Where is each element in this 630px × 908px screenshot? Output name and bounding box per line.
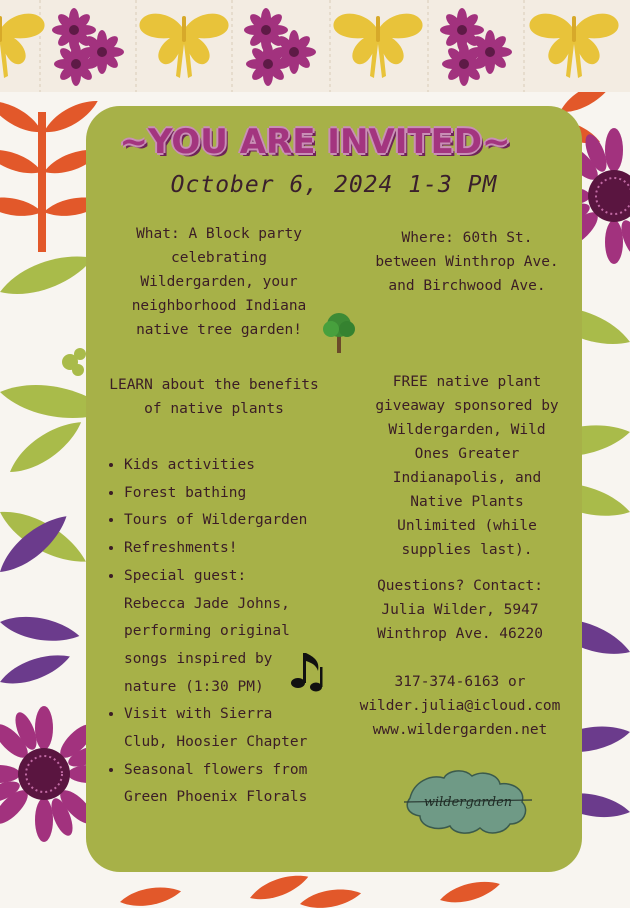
giveaway-line: Indianapolis, and: [392, 470, 542, 486]
contact-line: [340, 646, 580, 670]
invitation-title: ~YOU ARE INVITED~: [119, 122, 511, 162]
contact-block: [340, 574, 580, 742]
giveaway-line: giveaway sponsored by: [375, 398, 559, 414]
event-date: October 6, 2024 1-3 PM: [170, 172, 498, 198]
list-item-text: • Special guest:: [124, 567, 247, 584]
giveaway-block: [354, 370, 580, 562]
list-item-text: nature (1:30 PM): [124, 678, 264, 695]
giveaway-line: supplies last).: [401, 542, 533, 558]
learn-line: LEARN about the benefits: [109, 377, 319, 393]
giveaway-line: Native Plants: [410, 494, 524, 510]
what-line: neighborhood Indiana: [131, 298, 307, 314]
contact-line: Julia Wilder, 5947: [381, 602, 539, 618]
list-item-text: • Visit with Sierra: [124, 706, 273, 723]
music-note-icon: [290, 645, 326, 693]
list-item-text: Kids activities: [124, 457, 255, 473]
list-item-text: Tours of Wildergarden: [124, 512, 308, 529]
list-item-text: Green Phoenix Florals: [124, 789, 308, 806]
what-line: Wildergarden, your: [140, 274, 298, 290]
where-line: between Winthrop Ave.: [375, 254, 559, 270]
logo-text: wildergarden: [423, 795, 513, 810]
giveaway-line: Wildergarden, Wild: [388, 422, 546, 438]
list-item-text: Forest bathing: [124, 484, 247, 501]
list-item-text: Refreshments!: [124, 540, 238, 557]
list-item-text: Club, Hoosier Chapter: [124, 734, 308, 751]
where-line: Where: 60th St.: [401, 230, 533, 246]
list-item-text: • Seasonal flowers from: [124, 761, 308, 778]
learn-line: of native plants: [144, 401, 284, 417]
list-item-text: Rebecca Jade Johns,: [124, 595, 290, 612]
banner-pattern: [0, 0, 630, 92]
learn-block: [94, 373, 334, 421]
list-item: [124, 701, 356, 756]
what-line: celebrating: [170, 250, 268, 266]
list-item: [124, 535, 356, 563]
what-line: What: A Block party: [136, 226, 302, 242]
giveaway-line: Unlimited (while: [397, 518, 537, 534]
tree-icon: [321, 311, 357, 355]
where-line: and Birchwood Ave.: [388, 278, 546, 294]
contact-phone: 317-374-6163 or: [394, 674, 526, 690]
what-line: native tree garden!: [136, 322, 302, 338]
giveaway-line: Ones Greater: [414, 446, 520, 462]
list-item: [124, 507, 356, 535]
contact-line: Winthrop Ave. 46220: [377, 626, 543, 642]
activities-list: [104, 452, 356, 812]
contact-email-link[interactable]: wilder.julia@icloud.com: [359, 698, 561, 714]
what-block: [100, 222, 338, 342]
list-item-text: performing original: [124, 623, 290, 640]
list-item: [124, 480, 356, 508]
wildergarden-logo: [400, 768, 536, 840]
website-link[interactable]: www.wildergarden.net: [372, 722, 548, 738]
giveaway-line: FREE native plant: [392, 374, 542, 390]
list-item-text: songs inspired by: [124, 650, 273, 667]
where-block: [354, 226, 580, 298]
list-item: [124, 757, 356, 812]
list-item: [124, 452, 356, 480]
top-banner: [0, 0, 630, 92]
contact-line: Questions? Contact:: [377, 578, 543, 594]
